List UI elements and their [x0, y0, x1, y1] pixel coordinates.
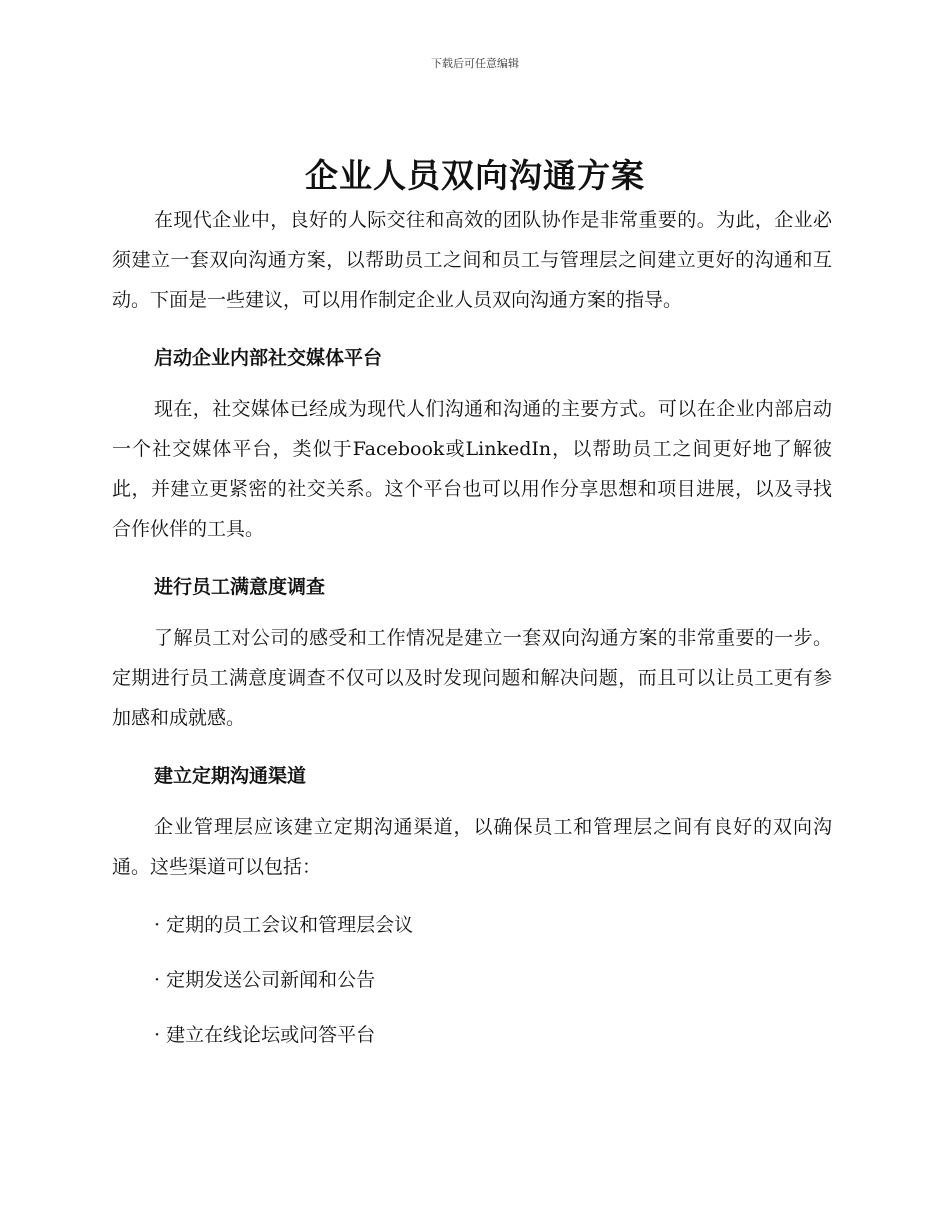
document-body — [112, 200, 832, 1050]
list-item: · 建立在线论坛或问答平台 — [154, 1024, 376, 1046]
list-item: · 定期的员工会议和管理层会议 — [154, 914, 414, 936]
section-heading-communication-channels: 建立定期沟通渠道 — [154, 765, 307, 787]
section-body-social-platform: 现在，社交媒体已经成为现代人们沟通和沟通的主要方式。可以在企业内部启动一个社交媒体平台，类似于Facebook或LinkedIn，以帮助员工之间更好地了解彼此，并建立更紧密的社交关系。这个平台也可以用作分享思想和项目进展，以及寻找合作伙伴的工具。 — [112, 398, 832, 540]
list-item: · 定期发送公司新闻和公告 — [154, 969, 376, 991]
section-body-satisfaction-survey: 了解员工对公司的感受和工作情况是建立一套双向沟通方案的非常重要的一步。定期进行员工满意度调查不仅可以及时发现问题和解决问题，而且可以让员工更有参加感和成就感。 — [112, 627, 832, 729]
intro-paragraph: 在现代企业中，良好的人际交往和高效的团队协作是非常重要的。为此，企业必须建立一套双向沟通方案，以帮助员工之间和员工与管理层之间建立更好的沟通和互动。下面是一些建议，可以用作制定企业人员双向沟通方案的指导。 — [112, 209, 832, 311]
header-note: 下载后可任意编辑 — [431, 57, 519, 70]
section-heading-satisfaction-survey: 进行员工满意度调查 — [154, 576, 326, 598]
document-title: 企业人员双向沟通方案 — [305, 156, 645, 195]
section-heading-social-platform: 启动企业内部社交媒体平台 — [154, 347, 383, 369]
section-body-communication-channels: 企业管理层应该建立定期沟通渠道，以确保员工和管理层之间有良好的双向沟通。这些渠道可以包括： — [112, 816, 832, 878]
